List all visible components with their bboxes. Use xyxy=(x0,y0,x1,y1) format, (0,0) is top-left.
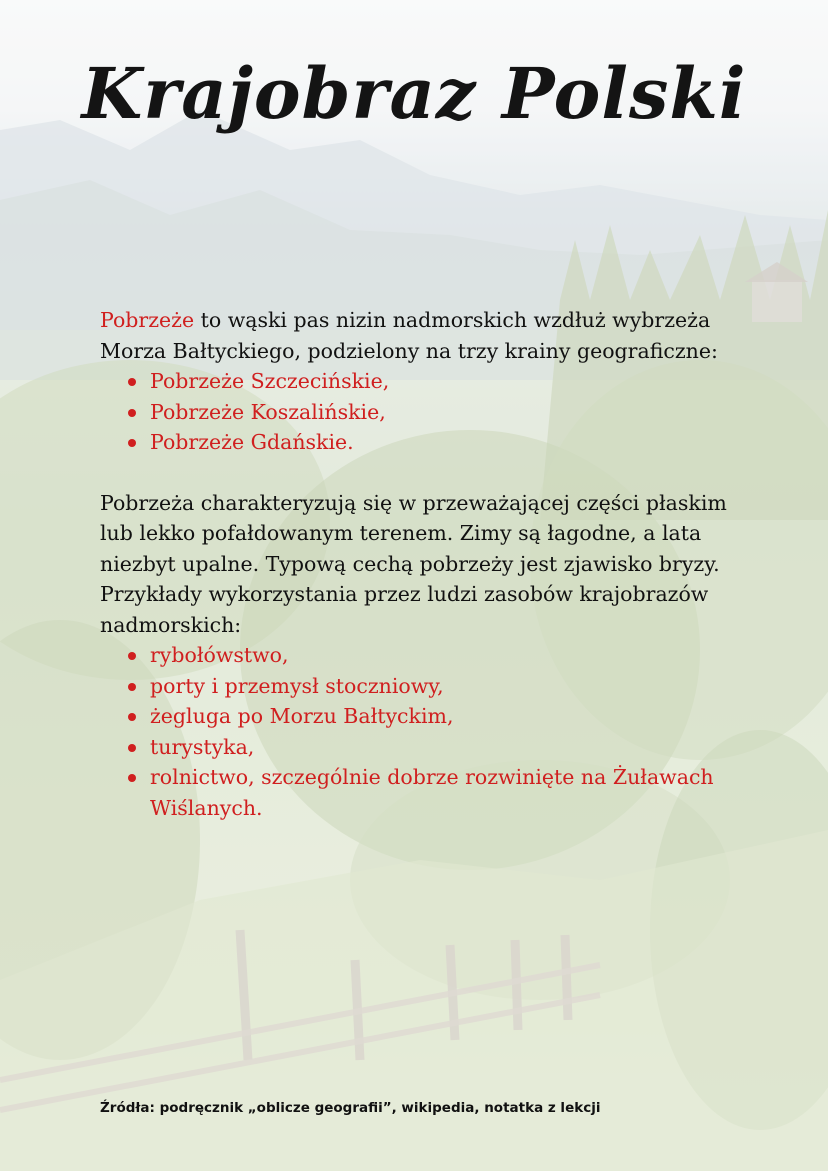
list-item: Pobrzeże Gdańskie. xyxy=(124,427,760,458)
intro-text: to wąski pas nizin nadmorskich wzdłuż wybrzeża Morza Bałtyckiego, podzielony na trzy krainy geograficzne: xyxy=(100,308,718,363)
regions-list xyxy=(124,366,760,458)
list-item: Pobrzeże Koszalińskie, xyxy=(124,397,760,428)
list-item: Pobrzeże Szczecińskie, xyxy=(124,366,760,397)
sources-footer: Źródła: podręcznik „oblicze geografii”, wikipedia, notatka z lekcji xyxy=(100,1100,601,1116)
list-item: rybołówstwo, xyxy=(124,640,760,671)
bullet-icon xyxy=(128,744,136,752)
bullet-icon xyxy=(128,713,136,721)
list-item: rolnictwo, szczególnie dobrze rozwinięte na Żuławach Wiślanych. xyxy=(124,762,760,823)
main-content xyxy=(100,305,760,823)
description-paragraph: Pobrzeża charakteryzują się w przeważającej części płaskim lub lekko pofałdowanym terenem. Zimy są łagodne, a lata niezbyt upalne. Typową cechą pobrzeży jest zjawisko bryzy. Przykłady wykorzystania przez ludzi zasobów krajobrazów nadmorskich: xyxy=(100,490,727,637)
bullet-icon xyxy=(128,774,136,782)
list-item: porty i przemysł stoczniowy, xyxy=(124,671,760,702)
page-title: Krajobraz Polski xyxy=(81,52,747,135)
spacer xyxy=(100,458,760,488)
intro-paragraph xyxy=(100,305,760,366)
bullet-icon xyxy=(128,378,136,386)
list-item: turystyka, xyxy=(124,732,760,763)
list-item: żegluga po Morzu Bałtyckim, xyxy=(124,701,760,732)
bullet-icon xyxy=(128,439,136,447)
bullet-icon xyxy=(128,683,136,691)
uses-list xyxy=(124,640,760,823)
bullet-icon xyxy=(128,652,136,660)
highlight-term: Pobrzeże xyxy=(100,308,195,332)
bullet-icon xyxy=(128,409,136,417)
